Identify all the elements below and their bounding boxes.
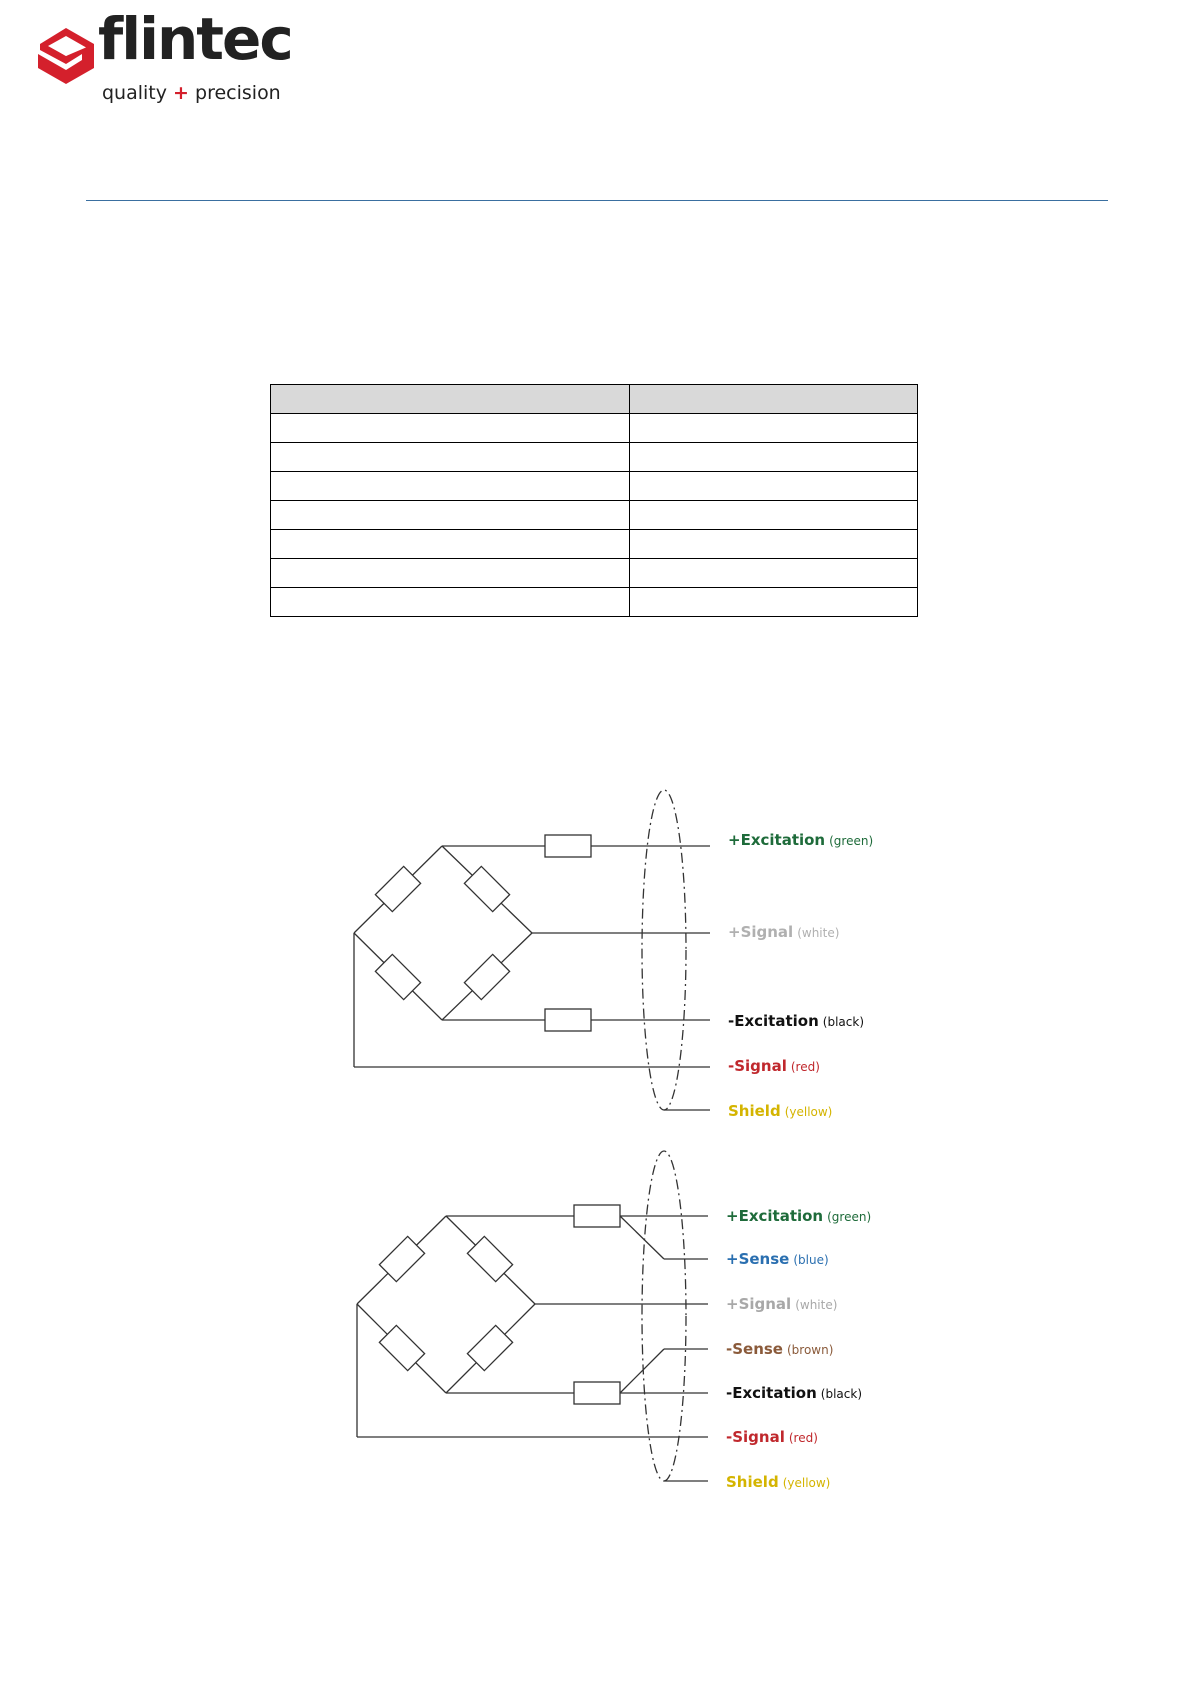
label-plus-excitation-2	[726, 1208, 871, 1224]
label-minus-sense-2	[726, 1341, 833, 1357]
label-color: (red)	[788, 1431, 818, 1445]
label-color: (white)	[795, 1298, 838, 1312]
label-name: -Excitation	[726, 1384, 817, 1402]
label-color: (black)	[822, 1015, 864, 1029]
label-name: Shield	[726, 1473, 779, 1491]
label-name: +Excitation	[726, 1207, 824, 1225]
label-color: (blue)	[793, 1253, 829, 1267]
label-name: +Signal	[726, 1295, 792, 1313]
label-color: (green)	[829, 834, 874, 848]
label-minus-excitation-1	[728, 1013, 864, 1029]
label-name: +Signal	[728, 923, 794, 941]
label-name: -Excitation	[728, 1012, 819, 1030]
label-name: Shield	[728, 1102, 781, 1120]
label-color: (red)	[790, 1060, 820, 1074]
label-color: (black)	[820, 1387, 862, 1401]
label-shield-1	[728, 1103, 832, 1119]
label-plus-signal-2	[726, 1296, 837, 1312]
bridge-diagram-2	[357, 1151, 708, 1481]
tagline-quality: quality	[102, 82, 167, 104]
bridge-diagram-1	[354, 790, 710, 1110]
label-color: (brown)	[786, 1343, 834, 1357]
label-minus-signal-2	[726, 1429, 818, 1445]
label-plus-sense-2	[726, 1251, 829, 1267]
label-minus-excitation-2	[726, 1385, 862, 1401]
label-name: -Sense	[726, 1340, 783, 1358]
label-color: (yellow)	[782, 1476, 831, 1490]
label-name: +Sense	[726, 1250, 790, 1268]
label-color: (green)	[827, 1210, 872, 1224]
label-color: (white)	[797, 926, 840, 940]
label-name: -Signal	[728, 1057, 787, 1075]
label-minus-signal-1	[728, 1058, 820, 1074]
tagline-precision: precision	[195, 82, 281, 104]
brand-wordmark: flintec	[98, 5, 292, 73]
label-plus-excitation-1	[728, 832, 873, 848]
label-shield-2	[726, 1474, 830, 1490]
tagline-plus: +	[173, 82, 189, 104]
label-name: +Excitation	[728, 831, 826, 849]
label-color: (yellow)	[784, 1105, 833, 1119]
label-plus-signal-1	[728, 924, 839, 940]
label-name: -Signal	[726, 1428, 785, 1446]
